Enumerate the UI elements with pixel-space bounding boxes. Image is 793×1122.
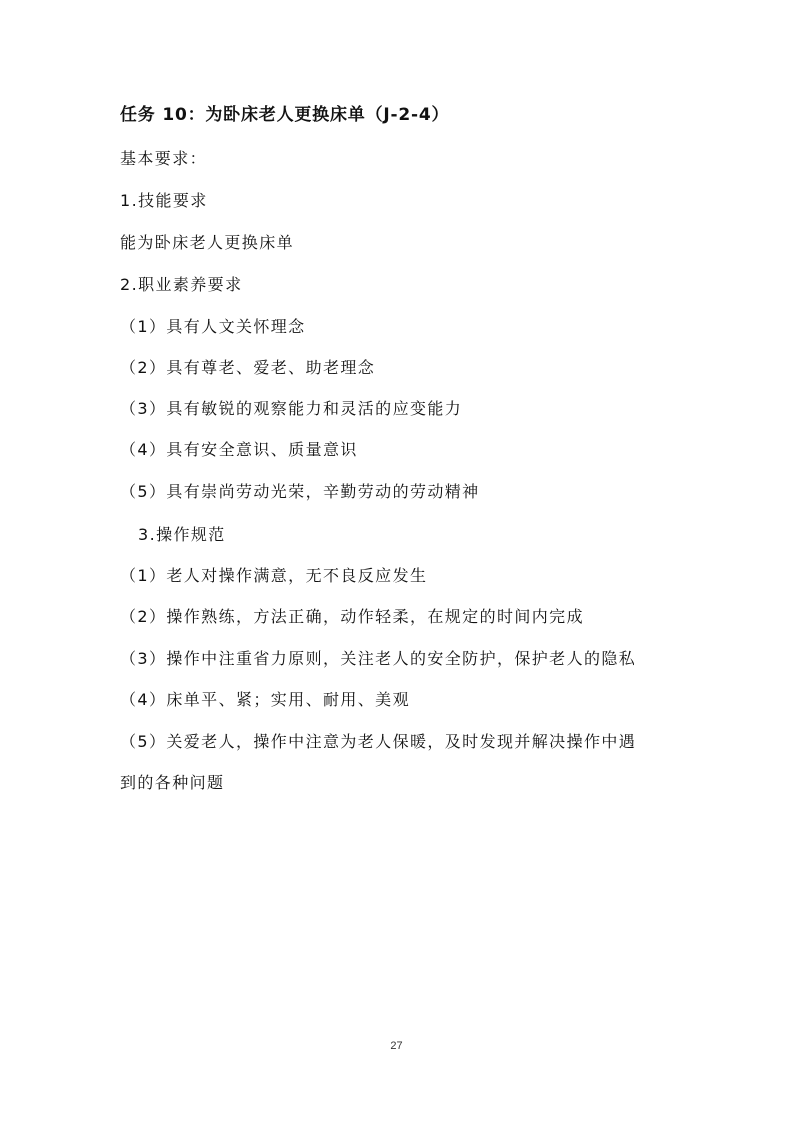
professional-quality-heading: 2.职业素养要求: [120, 275, 243, 294]
quality-item: （5）具有崇尚劳动光荣，辛勤劳动的劳动精神: [120, 482, 480, 501]
skill-requirements-text: 能为卧床老人更换床单: [120, 233, 295, 252]
page-number: 27: [390, 1040, 403, 1052]
operation-item-continuation: 到的各种问题: [120, 773, 225, 792]
operation-item: （1）老人对操作满意，无不良反应发生: [120, 566, 428, 585]
quality-item: （3）具有敏锐的观察能力和灵活的应变能力: [120, 399, 463, 418]
operation-item: （3）操作中注重省力原则，关注老人的安全防护，保护老人的隐私: [120, 649, 637, 668]
quality-item: （1）具有人文关怀理念: [120, 317, 306, 336]
quality-item: （2）具有尊老、爱老、助老理念: [120, 358, 376, 377]
skill-requirements-heading: 1.技能要求: [120, 191, 208, 210]
operation-item: （4）床单平、紧；实用、耐用、美观: [120, 690, 410, 709]
operation-item: （2）操作熟练，方法正确，动作轻柔，在规定的时间内完成: [120, 607, 584, 626]
operation-standards-heading: 3.操作规范: [138, 525, 226, 544]
operation-item: （5）关爱老人，操作中注意为老人保暖，及时发现并解决操作中遇: [120, 732, 637, 751]
basic-requirements-heading: 基本要求：: [120, 149, 208, 168]
quality-item: （4）具有安全意识、质量意识: [120, 440, 358, 459]
task-title: 任务 10：为卧床老人更换床单（J-2-4）: [120, 105, 450, 125]
